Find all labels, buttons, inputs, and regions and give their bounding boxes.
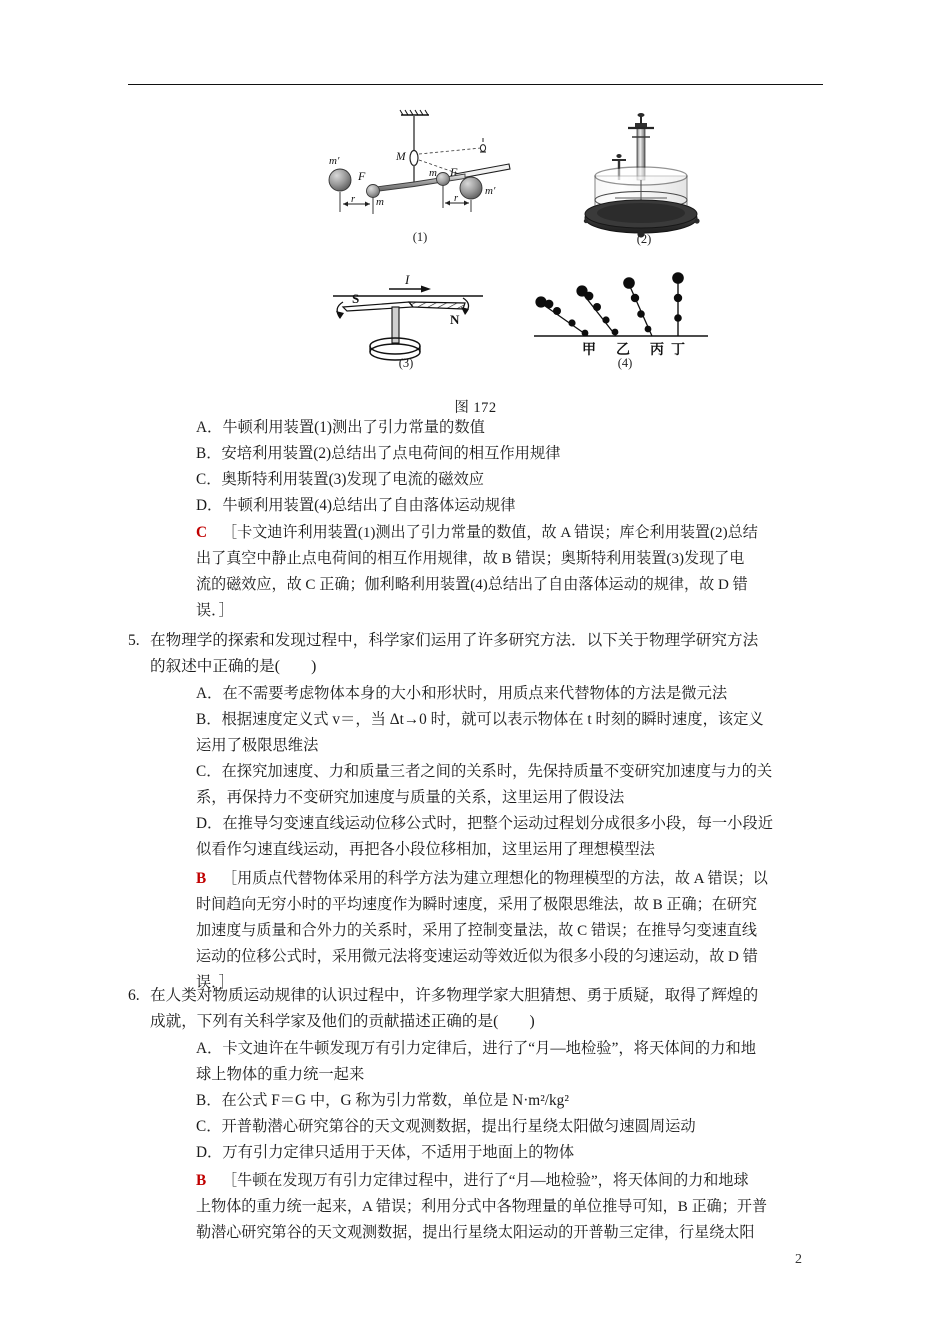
q5-option-c — [196, 759, 772, 785]
q6-answer-letter: B — [196, 1172, 207, 1189]
q6-stem-line-1: 在人类对物质运动规律的认识过程中，许多物理学家大胆猜想、勇于质疑，取得了辉煌的 — [150, 987, 759, 1004]
q5-explanation-line-2: 时间趋向无穷小时的平均速度作为瞬时速度，采用了极限思维法，故 B 正确；在研究 — [196, 897, 757, 913]
svg-text:m′: m′ — [485, 185, 496, 197]
figure-1-torsion-balance — [313, 108, 528, 244]
q5-answer-badge — [196, 866, 206, 892]
svg-text:甲: 甲 — [582, 342, 596, 358]
q5-answer-letter: B — [196, 870, 207, 887]
q5-option-a — [196, 681, 727, 707]
q6-option-c-text: 开普勒潜心研究第谷的天文观测数据，提出行星绕太阳做匀速圆周运动 — [221, 1118, 696, 1135]
svg-text:丁: 丁 — [671, 342, 685, 358]
q5-option-b-text-1: 根据速度定义式 v＝，当 Δt→0 时，就可以表示物体在 t 时刻的瞬时速度，该定义 — [221, 711, 764, 728]
q4-answer-letter: C — [196, 524, 208, 541]
figure-4-caption: (4) — [617, 356, 633, 370]
q5-option-a-text: 在不需要考虑物体本身的大小和形状时，用质点来代替物体的方法是微元法 — [222, 685, 728, 702]
q6-explanation-line-3: 勒潜心研究第谷的天文观测数据，提出行星绕太阳运动的开普勒三定律，行星绕太阳 — [196, 1225, 755, 1241]
q6-option-b-text: 在公式 F＝G 中，G 称为引力常数，单位是 N·m²/kg² — [221, 1092, 569, 1109]
svg-text:m: m — [376, 196, 384, 208]
q5-stem-line-2: 的叙述中正确的是( ) — [150, 658, 317, 675]
svg-text:丙: 丙 — [650, 342, 664, 358]
svg-text:m: m — [429, 167, 437, 179]
q6-option-a-letter: A． — [196, 1040, 223, 1057]
header-rule — [128, 84, 823, 85]
q6-option-b-letter: B． — [196, 1092, 222, 1109]
svg-text:S: S — [352, 291, 360, 306]
q6-answer-badge — [196, 1168, 206, 1194]
figure-1-caption: (1) — [412, 230, 428, 244]
q4-explanation-line-3: 流的磁效应，故 C 正确；伽利略利用装置(4)总结出了自由落体运动的规律，故 D 错 — [196, 577, 748, 593]
svg-text:乙: 乙 — [616, 342, 630, 358]
q6-option-a-text-1: 卡文迪许在牛顿发现万有引力定律后，进行了“月—地检验”，将天体间的力和地 — [222, 1040, 757, 1057]
q4-explanation-line-2: 出了真空中静止点电荷间的相互作用规律，故 B 错误；奥斯特利用装置(3)发现了电 — [196, 551, 745, 567]
q6-option-a — [196, 1036, 756, 1062]
svg-text:F: F — [358, 169, 366, 183]
q6-option-c-letter: C． — [196, 1118, 222, 1135]
q5-option-d — [196, 811, 773, 837]
q4-option-a: A．牛顿利用装置(1)测出了引力常量的数值 — [196, 419, 485, 436]
svg-text:F: F — [450, 165, 458, 179]
q5-option-b — [196, 707, 764, 733]
figure-2-coulomb-balance — [553, 110, 743, 246]
q4-explanation-line-1: ［卡文迪许利用装置(1)测出了引力常量的数值，故 A 错误；库仑利用装置(2)总结 — [222, 525, 758, 541]
figure-group-label: 图 172 — [454, 400, 497, 416]
q5-option-d-cont: 似看作匀速直线运动，再把各小段位移相加，这里运用了理想模型法 — [196, 841, 655, 858]
q6-option-c — [196, 1114, 696, 1140]
q6-option-d-text: 万有引力定律只适用于天体，不适用于地面上的物体 — [222, 1144, 575, 1161]
q5-number: 5. — [128, 632, 140, 649]
q5-option-c-cont: 系，再保持力不变研究加速度与质量的关系，这里运用了假设法 — [196, 789, 625, 806]
page-number: 2 — [795, 1252, 802, 1267]
q5-option-a-letter: A． — [196, 685, 223, 702]
q5-explanation-line-3: 加速度与质量和合外力的关系时，采用了控制变量法，故 C 错误；在推导匀变速直线 — [196, 923, 757, 939]
q5-option-c-letter: C． — [196, 763, 222, 780]
q4-option-d: D．牛顿利用装置(4)总结出了自由落体运动规律 — [196, 497, 516, 514]
q5-option-c-text-1: 在探究加速度、力和质量三者之间的关系时，先保持质量不变研究加速度与力的关 — [221, 763, 773, 780]
q6-explanation-line-2: 上物体的重力统一起来，A 错误；利用分式中各物理量的单位推导可知，B 正确；开普 — [196, 1199, 768, 1215]
q4-option-b: B．安培利用装置(2)总结出了点电荷间的相互作用规律 — [196, 445, 561, 462]
q5-stem-line-1: 在物理学的探索和发现过程中，科学家们运用了许多研究方法．以下关于物理学研究方法 — [150, 632, 759, 649]
q4-option-c: C．奥斯特利用装置(3)发现了电流的磁效应 — [196, 471, 485, 488]
q4-answer-badge — [196, 520, 207, 546]
svg-text:m′: m′ — [329, 155, 340, 167]
q6-explanation-line-1: ［牛顿在发现万有引力定律过程中，进行了“月—地检验”，将天体间的力和地球 — [222, 1173, 749, 1189]
q6-option-d-letter: D． — [196, 1144, 223, 1161]
q6-option-b — [196, 1088, 569, 1114]
figure-group-172 — [128, 108, 823, 416]
q5-option-d-text-1: 在推导匀变速直线运动位移公式时，把整个运动过程划分成很多小段，每一小段近 — [222, 815, 774, 832]
svg-text:M: M — [396, 151, 406, 163]
q5-explanation-line-1: ［用质点代替物体采用的科学方法为建立理想化的物理模型的方法，故 A 错误；以 — [222, 871, 768, 887]
q5-option-d-letter: D． — [196, 815, 223, 832]
figure-3-caption: (3) — [398, 356, 414, 370]
q4-explanation-line-4: 误．］ — [196, 603, 234, 619]
svg-text:r: r — [454, 193, 459, 204]
q5-explanation-line-4: 运动的位移公式时，采用微元法将变速运动等效近似为很多小段的匀速运动，故 D 错 — [196, 949, 758, 965]
figure-4-inclined-planes — [528, 266, 723, 370]
svg-text:I: I — [405, 272, 410, 287]
q6-option-a-cont: 球上物体的重力统一起来 — [196, 1066, 365, 1083]
figure-3-oersted-needle — [313, 266, 503, 370]
q5-option-b-cont: 运用了极限思维法 — [196, 737, 319, 754]
q6-option-d — [196, 1140, 574, 1166]
q5-option-b-letter: B． — [196, 711, 222, 728]
q5-explanation-line-5: 误．］ — [196, 975, 234, 991]
figure-2-caption: (2) — [636, 232, 652, 246]
svg-text:N: N — [450, 312, 460, 327]
q6-stem-line-2: 成就，下列有关科学家及他们的贡献描述正确的是( ) — [150, 1013, 535, 1030]
q6-number: 6. — [128, 987, 140, 1004]
svg-text:r: r — [351, 194, 356, 205]
